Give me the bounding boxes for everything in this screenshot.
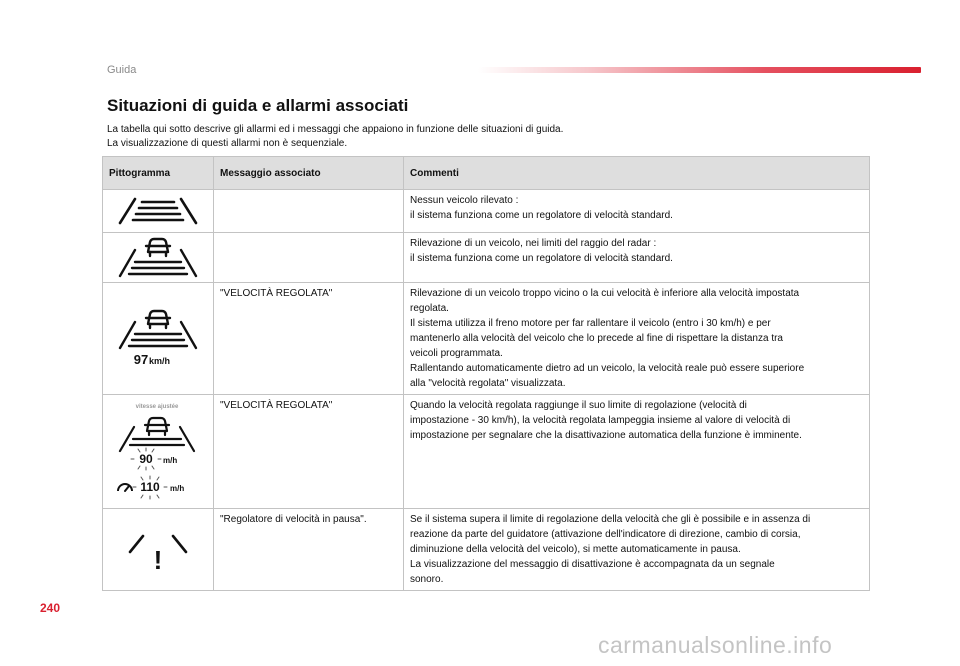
message-cell: "VELOCITÀ REGOLATA" <box>214 283 404 395</box>
message-cell <box>214 233 404 283</box>
speed-limit-blink-icon <box>110 399 206 505</box>
comment-line: reazione da parte del guidatore (attivazione dell'indicatore di direzione, cambio di corsia, <box>410 529 801 540</box>
header-accent-bar <box>478 67 921 73</box>
comment-line: impostazione - 30 km/h), la velocità regolata lampeggia insieme al valore di velocità di <box>410 415 791 426</box>
watermark-link[interactable]: carmanualsonline.info <box>598 632 833 658</box>
pause-warning-icon <box>118 526 198 574</box>
picto-symbol-text: ! <box>153 544 163 574</box>
header-commenti: Commenti <box>404 157 870 190</box>
comment-line: sonoro. <box>410 574 444 585</box>
picto-caption-text: vitesse ajustée <box>135 403 179 410</box>
comment-line: il sistema funziona come un regolatore di velocità standard. <box>410 253 673 264</box>
speed-gauge-icon <box>118 484 132 491</box>
comment-line: regolata. <box>410 303 449 314</box>
section-label: Guida <box>107 64 137 76</box>
picto-speed-b-text: 110 <box>140 479 160 494</box>
comment-cell <box>404 190 870 233</box>
comment-cell <box>404 283 870 395</box>
comment-line: alla "velocità regolata" visualizzata. <box>410 378 566 389</box>
table-row <box>103 233 870 283</box>
comment-line: Il sistema utilizza il freno motore per far rallentare il veicolo (entro i 30 km/h) e per <box>410 318 771 329</box>
page-title: Situazioni di guida e allarmi associati <box>107 96 409 115</box>
comment-line: Rallentando automaticamente dietro ad un veicolo, la velocità reale può essere superiore <box>410 363 805 374</box>
table-row <box>103 509 870 591</box>
comment-line: Quando la velocità regolata raggiunge il suo limite di regolazione (velocità di <box>410 400 747 411</box>
header-messaggio: Messaggio associato <box>214 157 404 190</box>
table-row <box>103 395 870 509</box>
pictogram-cell <box>103 190 214 233</box>
table-row <box>103 190 870 233</box>
page-number: 240 <box>40 601 61 615</box>
picto-unit-b-text: m/h <box>170 483 185 493</box>
comment-line: Rilevazione di un veicolo, nei limiti del raggio del radar : <box>410 238 657 249</box>
comment-cell <box>404 233 870 283</box>
lane-empty-icon <box>115 194 201 228</box>
intro-line: La tabella qui sotto descrive gli allarmi ed i messaggi che appaiono in funzione delle situazioni di guida. <box>107 124 564 135</box>
pictogram-cell <box>103 395 214 509</box>
message-cell <box>214 190 404 233</box>
comment-line: mantenerlo alla velocità del veicolo che lo precede al fine di rispettare la distanza tra <box>410 333 783 344</box>
table-header-row <box>103 157 870 190</box>
comment-line: Nessun veicolo rilevato : <box>410 195 519 206</box>
lane-vehicle-speed-icon <box>113 308 203 370</box>
intro-text <box>107 123 563 151</box>
alarm-table <box>102 156 870 591</box>
comment-line: veicoli programmata. <box>410 348 503 359</box>
pictogram-cell <box>103 509 214 591</box>
comment-line: Se il sistema supera il limite di regolazione della velocità che gli è possibile e in assenza di <box>410 514 811 525</box>
comment-line: La visualizzazione del messaggio di disattivazione è accompagnata da un segnale <box>410 559 775 570</box>
comment-cell <box>404 395 870 509</box>
picto-unit-a-text: m/h <box>163 455 178 465</box>
comment-cell <box>404 509 870 591</box>
pictogram-cell <box>103 283 214 395</box>
comment-line: il sistema funziona come un regolatore di velocità standard. <box>410 210 673 221</box>
header-pittogramma: Pittogramma <box>103 157 214 190</box>
picto-unit-text: km/h <box>149 355 171 366</box>
message-cell: "VELOCITÀ REGOLATA" <box>214 395 404 509</box>
picto-speed-a-text: 90 <box>139 451 153 466</box>
comment-line: diminuzione della velocità del veicolo), si mette automaticamente in pausa. <box>410 544 741 555</box>
comment-line: Rilevazione di un veicolo troppo vicino o la cui velocità è inferiore alla velocità impostata <box>410 288 800 299</box>
picto-speed-text: 97 <box>133 351 149 367</box>
lane-vehicle-icon <box>115 236 201 280</box>
table-row <box>103 283 870 395</box>
pictogram-cell <box>103 233 214 283</box>
message-cell: "Regolatore di velocità in pausa". <box>214 509 404 591</box>
comment-line: impostazione per segnalare che la disattivazione automatica della funzione è imminente. <box>410 430 802 441</box>
intro-line: La visualizzazione di questi allarmi non è sequenziale. <box>107 138 348 149</box>
